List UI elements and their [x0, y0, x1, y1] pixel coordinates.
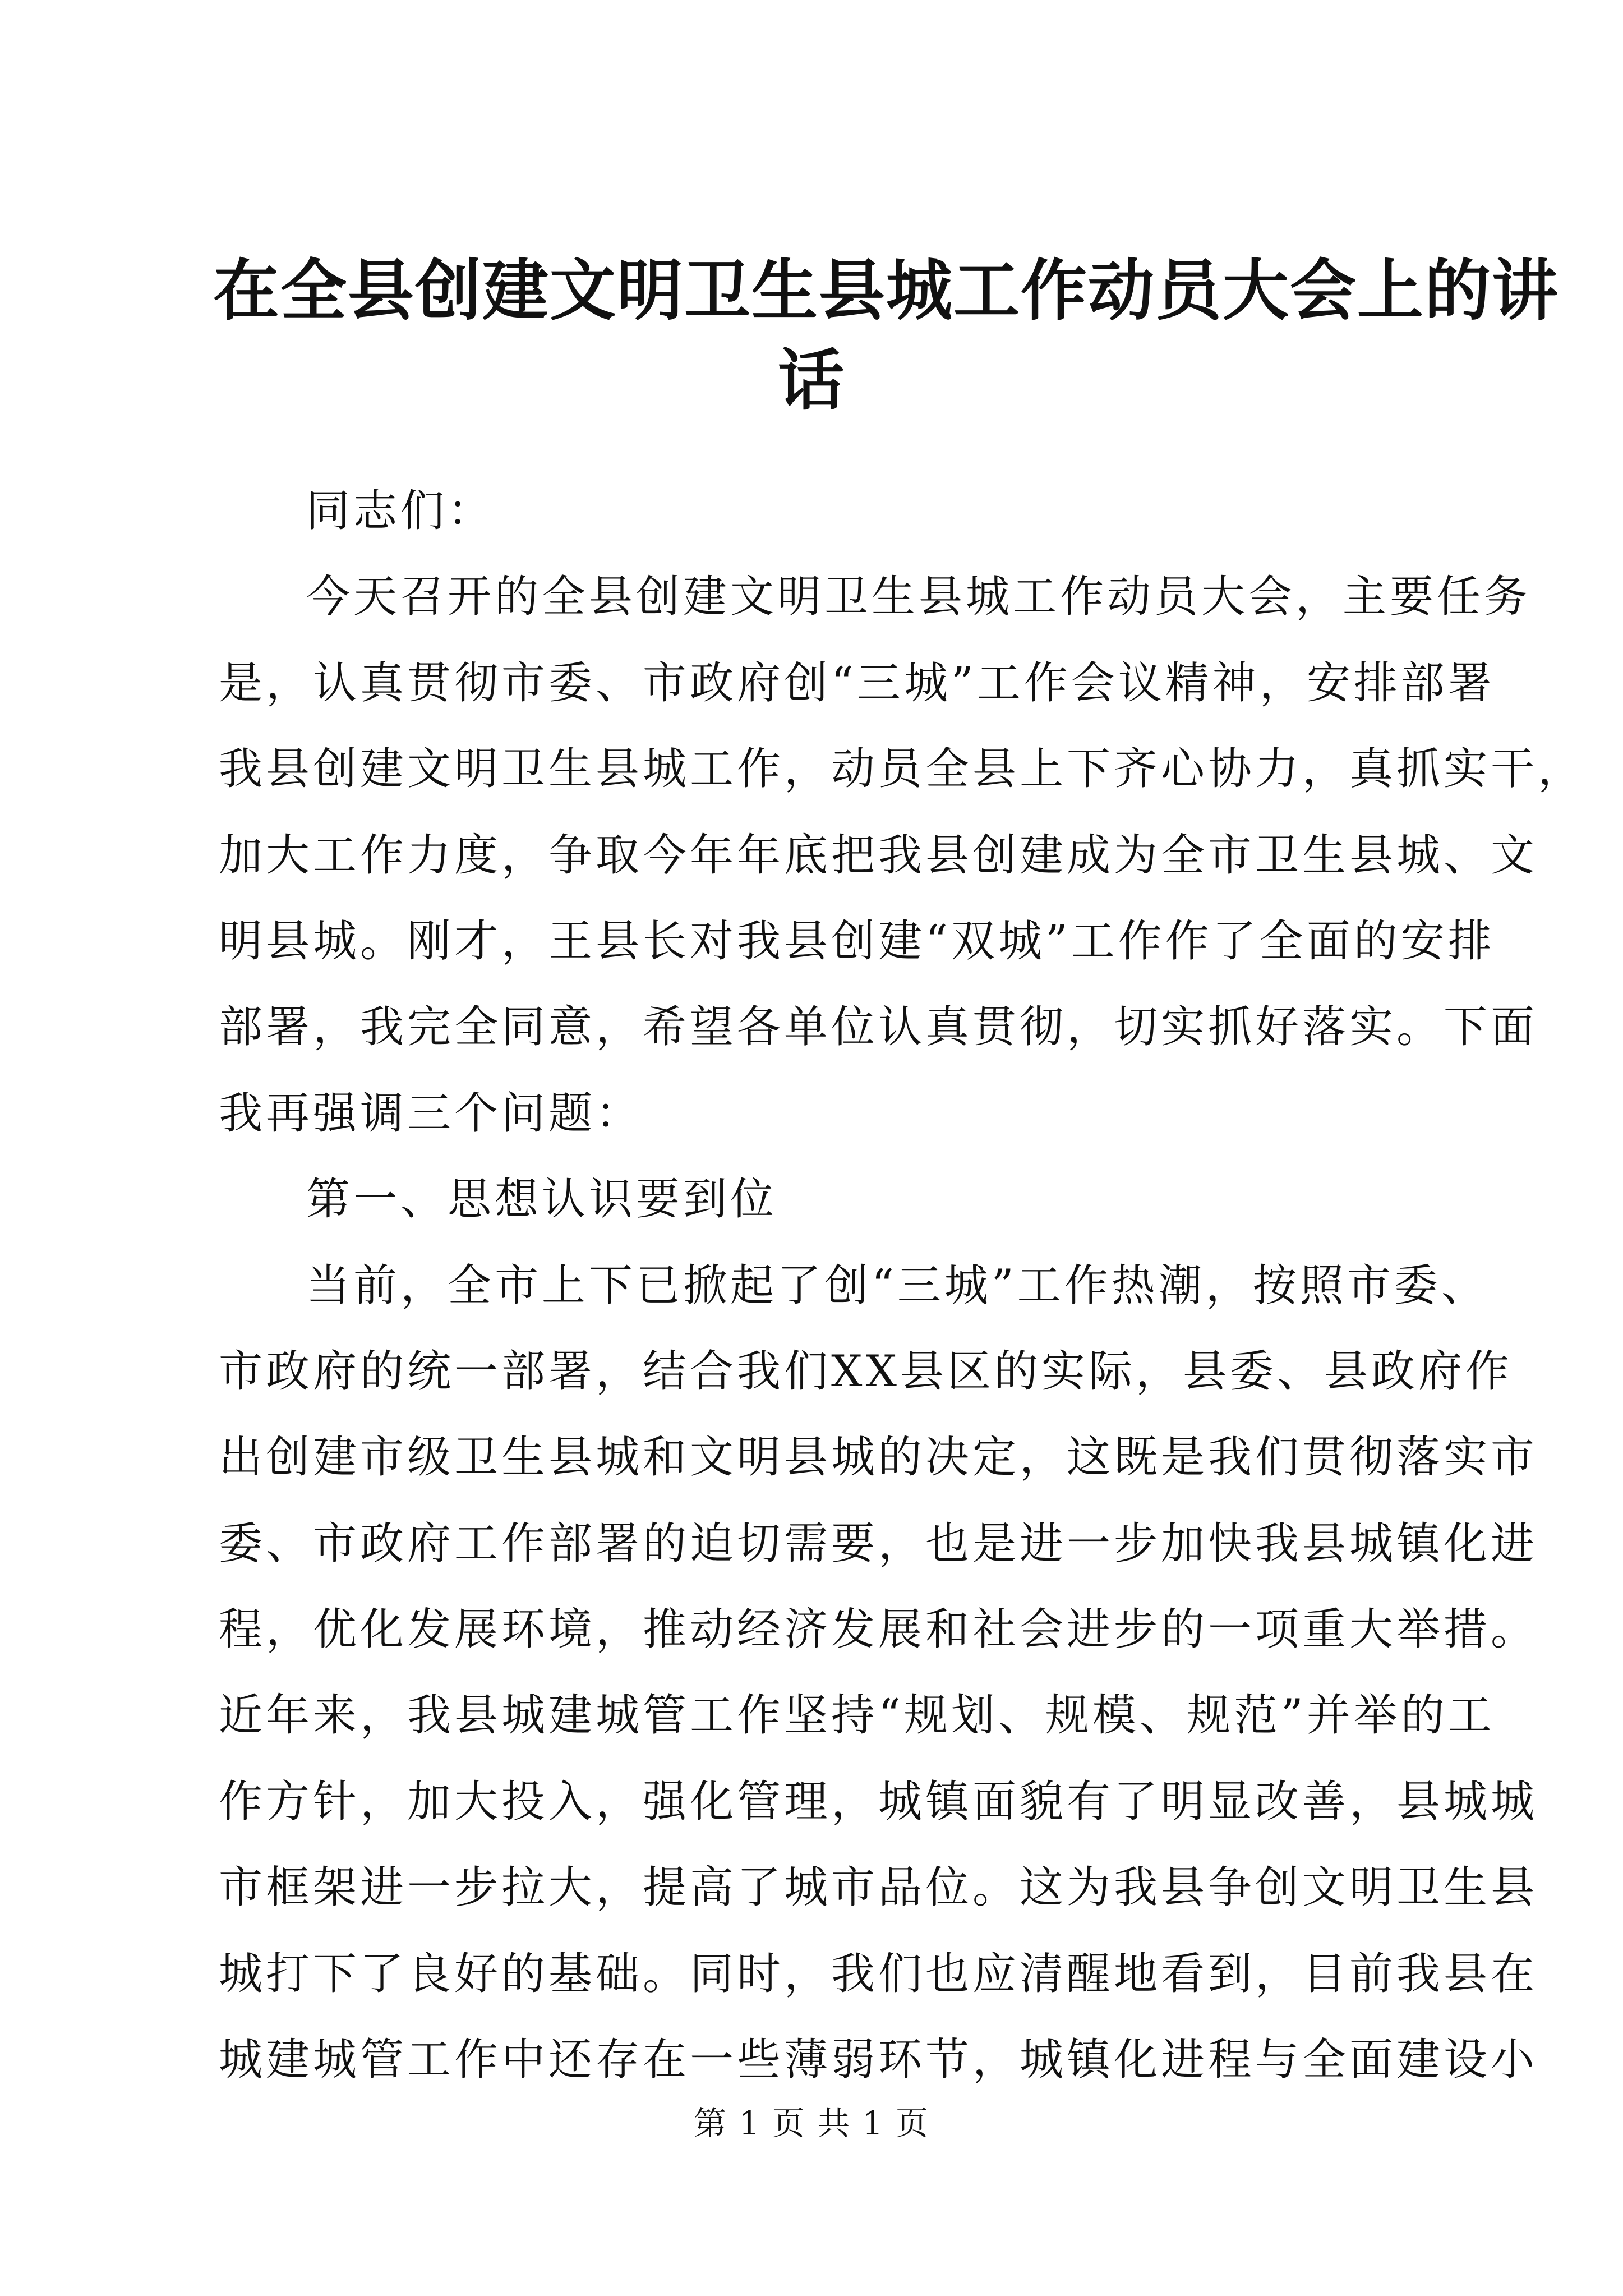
paragraph-line: 市政府的统一部署，结合我们XX县区的实际，县委、县政府作 [219, 1346, 1513, 1397]
paragraph-line: 作方针，加大投入，强化管理，城镇面貌有了明显改善，县城城 [219, 1776, 1538, 1827]
paragraph-line: 城建城管工作中还存在一些薄弱环节，城镇化进程与全面建设小 [219, 2035, 1538, 2086]
document-title [213, 246, 1560, 425]
paragraph-line: 委、市政府工作部署的迫切需要，也是进一步加快我县城镇化进 [219, 1518, 1538, 1569]
document-body [219, 468, 1585, 2103]
paragraph-line: 城打下了良好的基础。同时，我们也应清醒地看到，目前我县在 [219, 1948, 1538, 1999]
paragraph-line: 当前，全市上下已掀起了创“三城”工作热潮，按照市委、 [306, 1260, 1488, 1311]
title-line: 在全县创建文明卫生县城工作动员大会上的讲 [213, 251, 1560, 329]
paragraph-line: 部署，我完全同意，希望各单位认真贯彻，切实抓好落实。下面 [219, 1002, 1538, 1053]
section-heading: 第一、思想认识要到位 [306, 1174, 778, 1225]
title-line: 话 [777, 341, 845, 419]
paragraph-line: 市框架进一步拉大，提高了城市品位。这为我县争创文明卫生县 [219, 1862, 1538, 1913]
paragraph-line: 明县城。刚才，王县长对我县创建“双城”工作作了全面的安排 [219, 915, 1495, 967]
paragraph-line: 我县创建文明卫生县城工作，动员全县上下齐心协力，真抓实干， [219, 744, 1585, 795]
paragraph-line: 加大工作力度，争取今年年底把我县创建成为全市卫生县城、文 [219, 830, 1538, 881]
paragraph-line: 近年来，我县城建城管工作坚持“规划、规模、规范”并举的工 [219, 1690, 1495, 1741]
paragraph-line: 我再强调三个问题： [219, 1088, 643, 1139]
paragraph-line: 是，认真贯彻市委、市政府创“三城”工作会议精神，安排部署 [219, 657, 1495, 708]
page-footer: 第 1 页 共 1 页 [694, 2104, 929, 2142]
paragraph-line: 今天召开的全县创建文明卫生县城工作动员大会，主要任务 [306, 572, 1532, 623]
salutation: 同志们： [306, 486, 495, 536]
paragraph-line: 出创建市级卫生县城和文明县城的决定，这既是我们贯彻落实市 [219, 1432, 1538, 1483]
paragraph-line: 程，优化发展环境，推动经济发展和社会进步的一项重大举措。 [219, 1604, 1538, 1655]
